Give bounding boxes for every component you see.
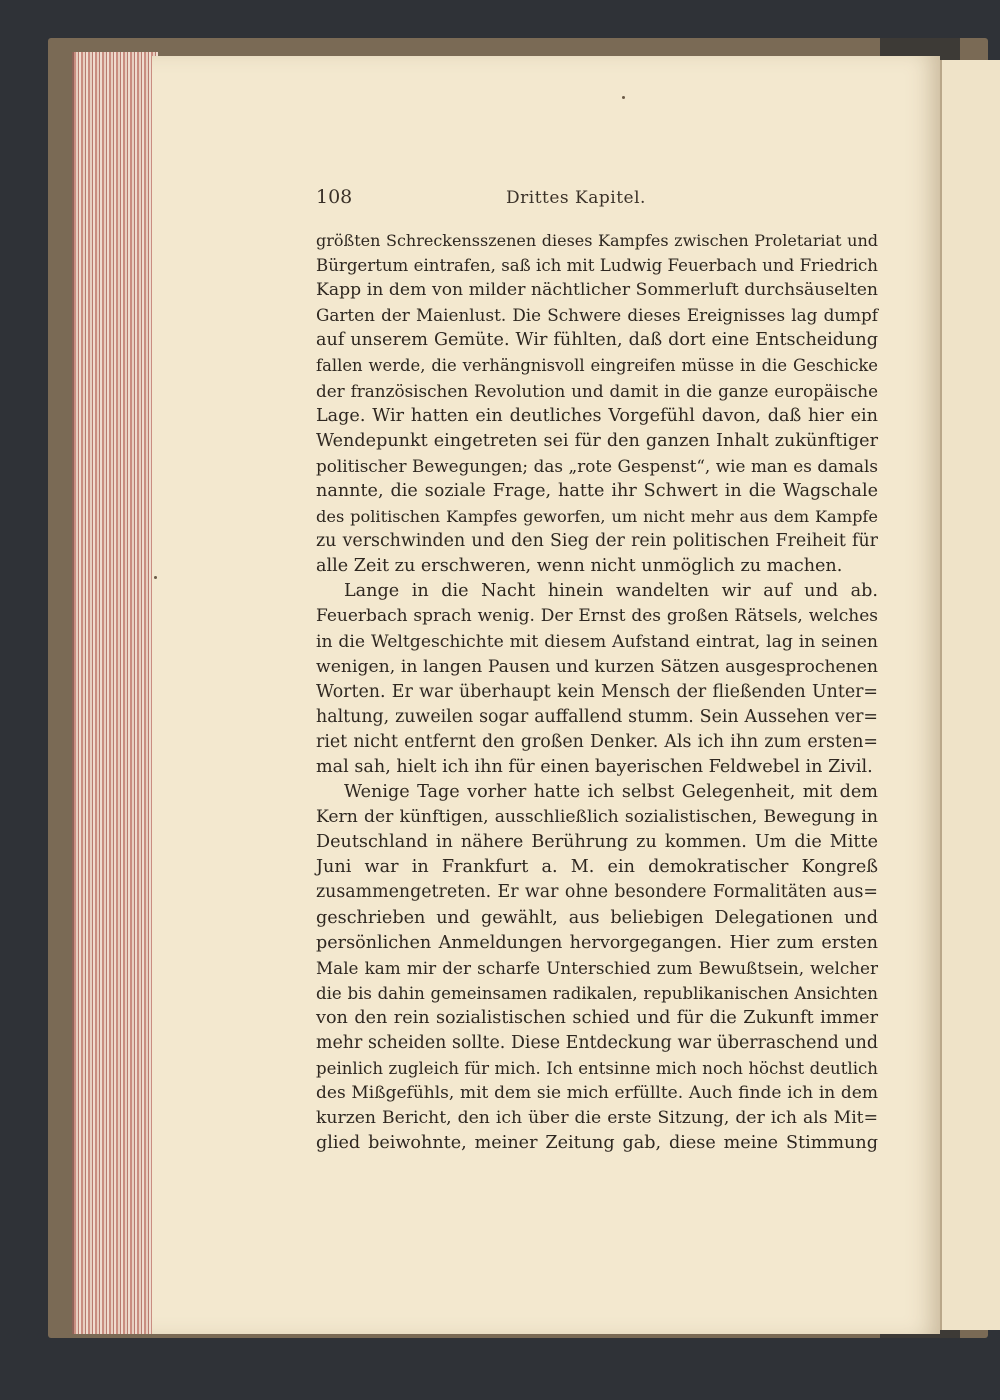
text-line: wenigen, in langen Pausen und kurzen Sätzen ausgesprochenen [316, 656, 878, 677]
text-line: des Mißgefühls, mit dem sie mich erfüllte. Auch finde ich in dem [316, 1083, 878, 1104]
ink-speck [622, 96, 625, 99]
next-page-edge [940, 60, 1000, 1330]
text-line: des politischen Kampfes geworfen, um nicht mehr aus dem Kampfe [316, 507, 878, 527]
text-line: Wendepunkt eingetreten sei für den ganzen Inhalt zukünftiger [316, 430, 878, 451]
text-line: zu verschwinden und den Sieg der rein politischen Freiheit für [316, 531, 878, 552]
text-line: Worten. Er war überhaupt kein Mensch der fließenden Unter= [316, 681, 878, 702]
text-line: Lage. Wir hatten ein deutliches Vorgefühl davon, daß hier ein [316, 405, 878, 426]
text-line: Feuerbach sprach wenig. Der Ernst des großen Rätsels, welches [316, 606, 878, 627]
text-line: politischer Bewegungen; das „rote Gespenst“, wie man es damals [316, 455, 878, 476]
page-number: 108 [316, 186, 353, 208]
text-line: alle Zeit zu erschweren, wenn nicht unmöglich zu machen. [316, 556, 843, 577]
text-line: Juni war in Frankfurt a. M. ein demokratischer Kongreß [316, 857, 878, 878]
text-line: nannte, die soziale Frage, hatte ihr Schwert in die Wagschale [316, 480, 878, 501]
text-line: auf unserem Gemüte. Wir fühlten, daß dort eine Entscheidung [316, 330, 878, 351]
body-text [316, 228, 878, 1158]
text-line: der französischen Revolution und damit in die ganze europäische [316, 380, 878, 401]
text-line: geschrieben und gewählt, aus beliebigen Delegationen und [316, 907, 878, 928]
text-line: Bürgertum eintrafen, saß ich mit Ludwig Feuerbach und Friedrich [316, 256, 878, 276]
page-header [316, 186, 878, 216]
text-line: Wenige Tage vorher hatte ich selbst Gelegenheit, mit dem [344, 782, 878, 803]
text-line: Deutschland in nähere Berührung zu kommen. Um die Mitte [316, 832, 878, 853]
text-line: die bis dahin gemeinsamen radikalen, republikanischen Ansichten [316, 983, 878, 1003]
text-line: persönlichen Anmeldungen hervorgegangen. Hier zum ersten [316, 932, 878, 953]
text-line: Lange in die Nacht hinein wandelten wir auf und ab. [344, 581, 878, 602]
text-line: Kapp in dem von milder nächtlicher Sommerluft durchsäuselten [316, 280, 878, 301]
text-line: Male kam mir der scharfe Unterschied zum Bewußtsein, welcher [316, 957, 878, 978]
text-line: zusammengetreten. Er war ohne besondere Formalitäten aus= [316, 882, 878, 903]
text-line: Garten der Maienlust. Die Schwere dieses Ereignisses lag dumpf [316, 305, 878, 326]
text-line: glied beiwohnte, meiner Zeitung gab, diese meine Stimmung [316, 1133, 878, 1154]
text-line: in die Weltgeschichte mit diesem Aufstand eintrat, lag in seinen [316, 631, 878, 652]
text-line: peinlich zugleich für mich. Ich entsinne mich noch höchst deutlich [316, 1059, 878, 1079]
ink-speck [154, 576, 157, 579]
text-line: fallen werde, die verhängnisvoll eingreifen müsse in die Geschicke [316, 356, 878, 376]
text-line: kurzen Bericht, den ich über die erste Sitzung, der ich als Mit= [316, 1108, 878, 1129]
text-line: größten Schreckensszenen dieses Kampfes zwischen Proletariat und [316, 231, 878, 250]
text-line: mal sah, hielt ich ihn für einen bayerischen Feldwebel in Zivil. [316, 756, 873, 777]
text-line: mehr scheiden sollte. Diese Entdeckung war überraschend und [316, 1033, 878, 1053]
text-line: von den rein sozialistischen schied und für die Zukunft immer [316, 1007, 878, 1028]
running-head: Drittes Kapitel. [506, 188, 646, 208]
text-line: Kern der künftigen, ausschließlich sozialistischen, Bewegung in [316, 807, 878, 828]
page-edges [72, 52, 158, 1334]
text-line: haltung, zuweilen sogar auffallend stumm. Sein Aussehen ver= [316, 706, 878, 727]
text-line: riet nicht entfernt den großen Denker. Als ich ihn zum ersten= [316, 731, 878, 752]
